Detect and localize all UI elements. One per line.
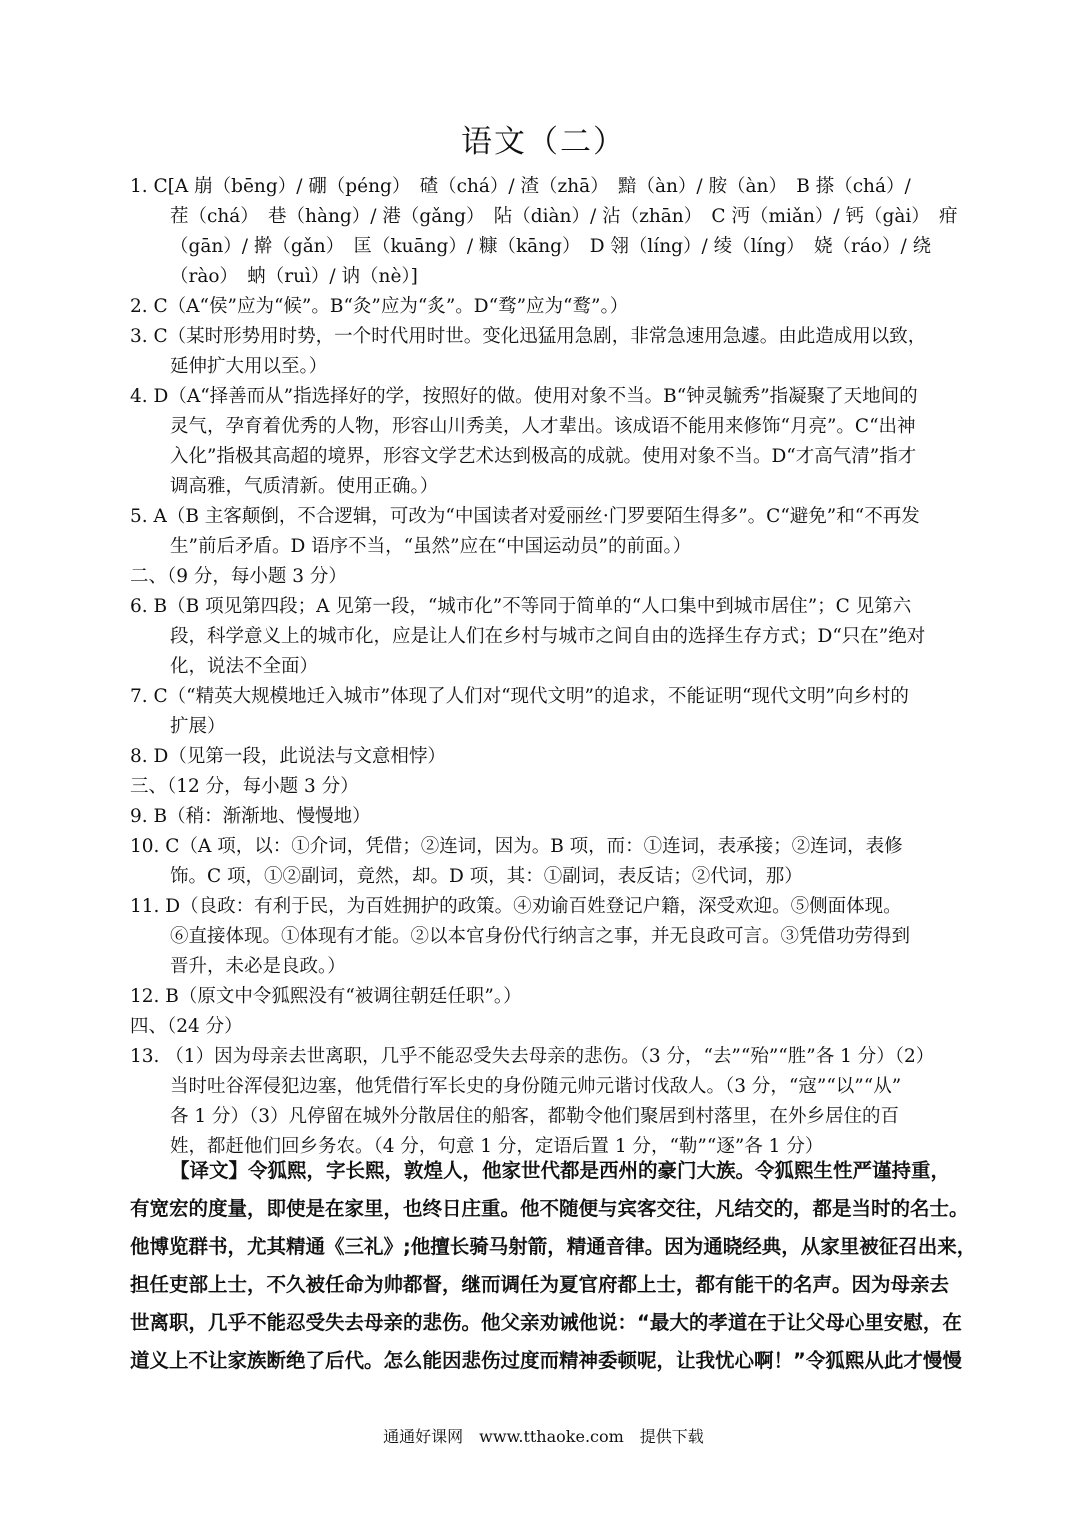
page-title: 语文（二） [461, 124, 626, 160]
answer-line: 5. A（B 主客颠倒，不合逻辑，可改为“中国读者对爱丽丝·门罗要陌生得多”。C“避免”和“不再发 [130, 506, 920, 527]
answer-line: 2. C（A“侯”应为“候”。B“灸”应为“炙”。D“骛”应为“鹜”。） [130, 296, 629, 317]
answer-line: （rào） 蚋（ruì）/ 讷（nè）] [170, 266, 418, 287]
answer-line: 6. B（B 项见第四段；A 见第一段，“城市化”不等同于简单的“人口集中到城市居住”；C 见第六 [130, 596, 912, 617]
answer-line: 1. C[A 崩（bēng）/ 硼（péng） 碴（chá）/ 渣（zhā） 黯（àn）/ 胺（àn） B 搽（chá）/ [130, 176, 911, 197]
answer-line: 3. C（某时形势用时势，一个时代用时世。变化迅猛用急剧，非常急速用急遽。由此造成用以致， [130, 326, 927, 347]
answer-line: 段，科学意义上的城市化，应是让人们在乡村与城市之间自由的选择生存方式；D“只在”绝对 [170, 626, 926, 647]
answer-line: 各 1 分）（3）凡停留在城外分散居住的船客，都勒令他们聚居到村落里，在外乡居住的百 [170, 1106, 900, 1127]
translation-line: 他博览群书，尤其精通《三礼》;他擅长骑马射箭，精通音律。因为通晓经典，从家里被征召出来， [130, 1235, 977, 1258]
answer-line: 化，说法不全面） [170, 656, 319, 677]
answer-line: 姓，都赶他们回乡务农。（4 分，句意 1 分，定语后置 1 分，“勒”“逐”各 1 分） [170, 1136, 824, 1157]
answer-line: ⑥直接体现。①体现有才能。②以本官身份代行纳言之事，并无良政可言。③凭借功劳得到 [170, 926, 911, 947]
answer-line: 当时吐谷浑侵犯边塞，他凭借行军长史的身份随元帅元谐讨伐敌人。（3 分，“寇”“以”“从” [170, 1076, 902, 1097]
translation-line: 世离职，几乎不能忍受失去母亲的悲伤。他父亲劝诫他说：“最大的孝道在于让父母心里安慰，在 [130, 1311, 962, 1334]
answer-line: （gān）/ 擀（gǎn） 匡（kuāng）/ 糠（kāng） D 翎（líng）/ 绫（líng） 娆（ráo）/ 绕 [170, 236, 932, 257]
page-footer: 通通好课网 www.tthaoke.com 提供下载 [383, 1427, 704, 1446]
answer-line: 入化”指极其高超的境界，形容文学艺术达到极高的成就。使用对象不当。D“才高气清”指才 [170, 446, 917, 467]
answer-line: 晋升，未必是良政。） [170, 956, 346, 977]
answer-list [130, 172, 1005, 1162]
answer-line: 13. （1）因为母亲去世离职，几乎不能忍受失去母亲的悲伤。（3 分，“去”“殆”“胜”各 1 分）（2） [130, 1046, 935, 1067]
answer-line: 二、（9 分，每小题 3 分） [130, 566, 347, 587]
translation-line: 担任吏部上士，不久被任命为帅都督，继而调任为夏官府都上士，都有能干的名声。因为母亲去 [130, 1273, 950, 1296]
answer-line: 灵气，孕育着优秀的人物，形容山川秀美，人才辈出。该成语不能用来修饰“月亮”。C“出神 [170, 416, 916, 437]
translation-line: 道义上不让家族断绝了后代。怎么能因悲伤过度而精神委顿呢，让我忧心啊！”令狐熙从此才慢慢 [130, 1349, 962, 1372]
answer-line: 茬（chá） 巷（hàng）/ 港（gǎng） 阽（diàn）/ 沾（zhān） C 沔（miǎn）/ 钙（gài） 疳 [170, 206, 958, 227]
answer-line: 9. B（稍：渐渐地、慢慢地） [130, 806, 371, 827]
answer-line: 延伸扩大用以至。） [170, 356, 328, 377]
translation-section [130, 1152, 1010, 1380]
answer-line: 四、（24 分） [130, 1016, 243, 1037]
answer-line: 11. D（良政：有利于民，为百姓拥护的政策。④劝谕百姓登记户籍，深受欢迎。⑤侧面体现。 [130, 896, 902, 917]
answer-line: 8. D（见第一段，此说法与文意相悖） [130, 746, 446, 767]
answer-line: 扩展） [170, 716, 226, 737]
answer-line: 饰。C 项，①②副词，竟然，却。D 项，其：①副词，表反诘；②代词，那） [170, 866, 803, 887]
answer-line: 三、（12 分，每小题 3 分） [130, 776, 359, 797]
answer-line: 7. C（“精英大规模地迁入城市”体现了人们对“现代文明”的追求，不能证明“现代文明”向乡村的 [130, 686, 909, 707]
answer-line: 4. D（A“择善而从”指选择好的学，按照好的做。使用对象不当。B“钟灵毓秀”指凝聚了天地间的 [130, 386, 918, 407]
translation-line: 【译文】令狐熙，字长熙，敦煌人，他家世代都是西州的豪门大族。令狐熙生性严谨持重， [170, 1159, 951, 1182]
answer-line: 12. B（原文中令狐熙没有“被调往朝廷任职”。） [130, 986, 522, 1007]
translation-line: 有宽宏的度量，即使是在家里，也终日庄重。他不随便与宾客交往，凡结交的，都是当时的名士。 [130, 1197, 969, 1220]
answer-line: 调高雅，气质清新。使用正确。） [170, 476, 439, 497]
answer-line: 生”前后矛盾。D 语序不当，“虽然”应在“中国运动员”的前面。） [170, 536, 692, 557]
answer-line: 10. C（A 项，以：①介词，凭借；②连词，因为。B 项，而：①连词，表承接；②连词，表修 [130, 836, 903, 857]
